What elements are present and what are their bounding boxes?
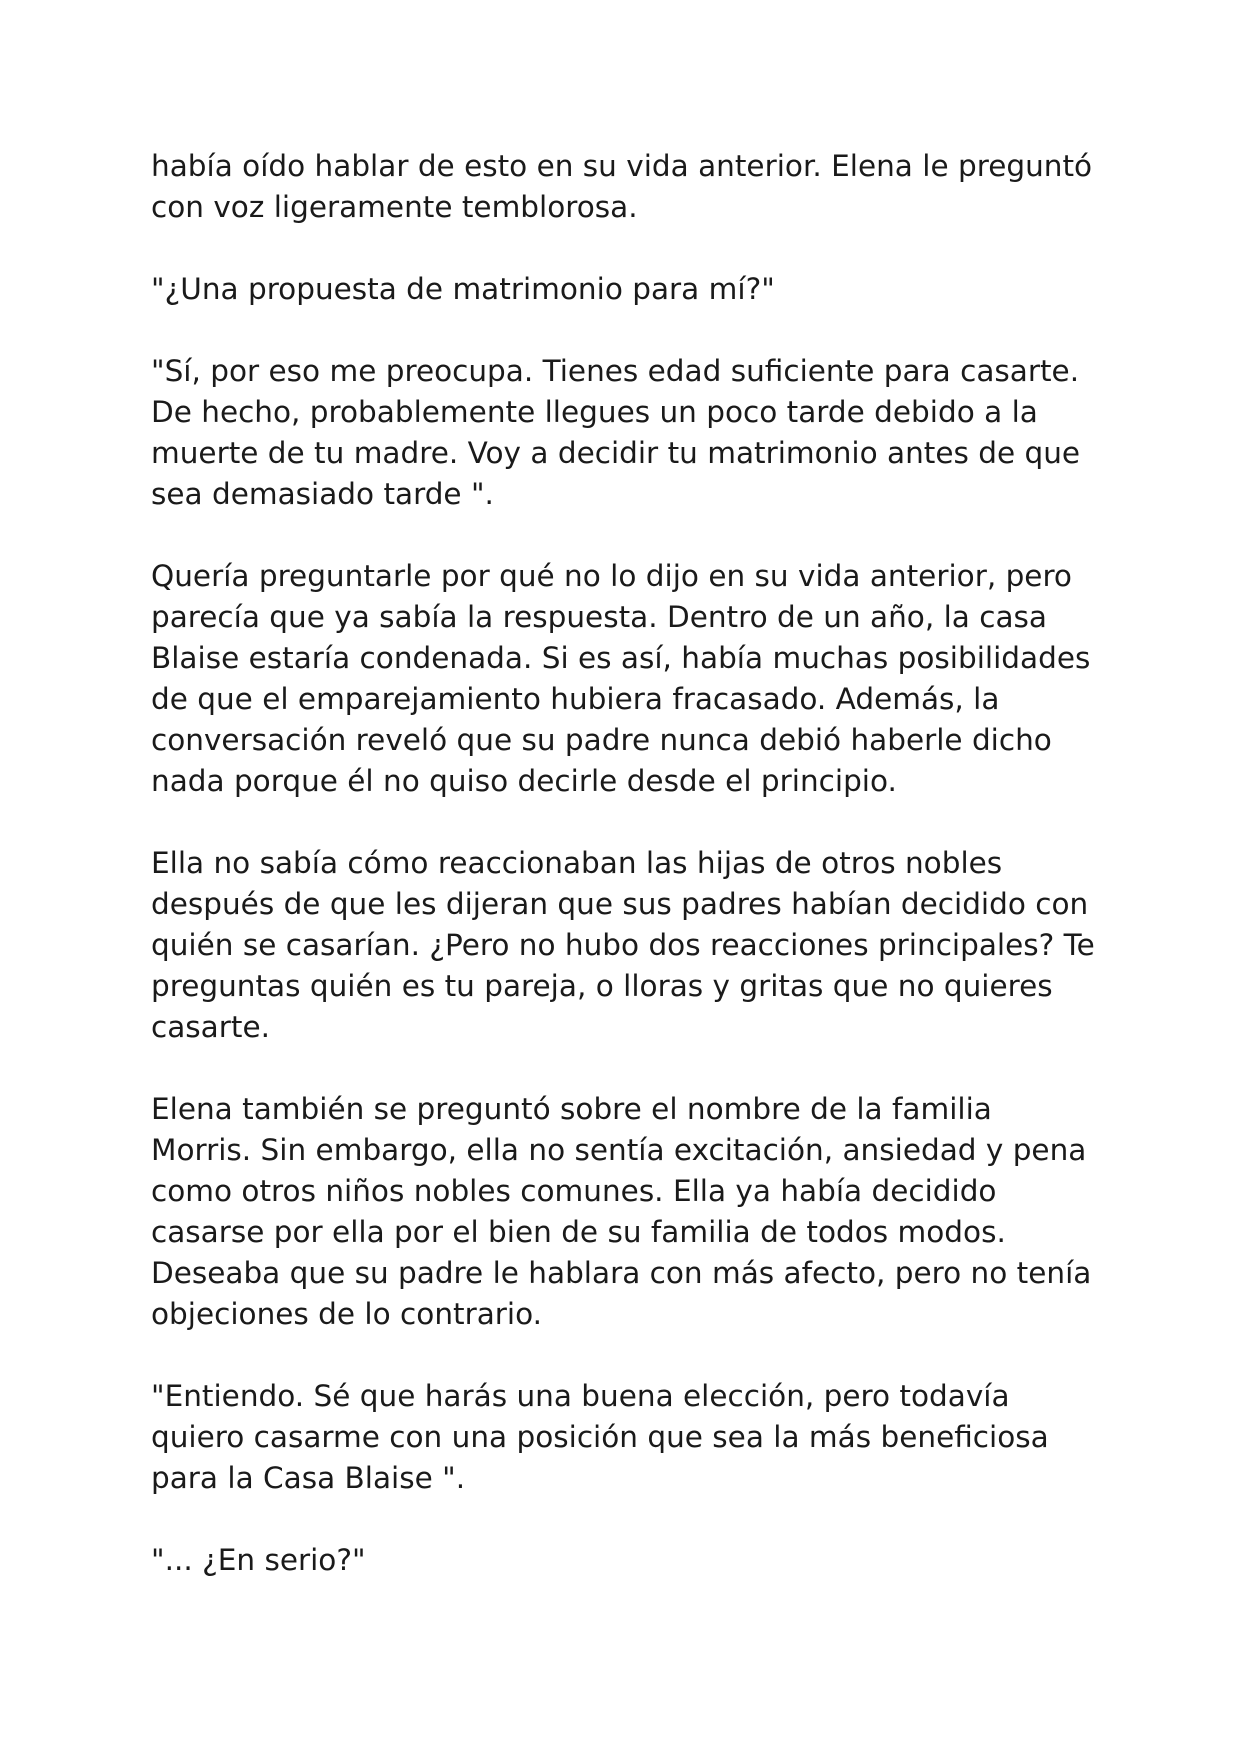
text-line: Deseaba que su padre le hablara con más afecto, pero no tenía [151,1256,1092,1290]
text-line: conversación reveló que su padre nunca debió haberle dicho [151,723,1052,757]
text-line: quién se casarían. ¿Pero no hubo dos reacciones principales? Te [151,928,1095,962]
paragraph-8 [151,1540,1111,1581]
text-line: preguntas quién es tu pareja, o lloras y gritas que no quieres [151,969,1053,1003]
paragraph-3 [151,351,1111,515]
paragraph-5 [151,843,1111,1048]
paragraph-2 [151,269,1111,310]
text-line: muerte de tu madre. Voy a decidir tu matrimonio antes de que [151,436,1081,470]
text-line: casarte. [151,1010,270,1044]
text-line: como otros niños nobles comunes. Ella ya había decidido [151,1174,997,1208]
text-line: después de que les dijeran que sus padres habían decidido con [151,887,1089,921]
text-line: con voz ligeramente temblorosa. [151,190,638,224]
text-line: "... ¿En serio?" [151,1543,366,1577]
text-line: objeciones de lo contrario. [151,1297,543,1331]
text-line: Blaise estaría condenada. Si es así, había muchas posibilidades [151,641,1091,675]
text-line: casarse por ella por el bien de su familia de todos modos. [151,1215,1006,1249]
document-body [151,146,1111,1581]
paragraph-6 [151,1089,1111,1335]
text-line: sea demasiado tarde ". [151,477,494,511]
text-line: De hecho, probablemente llegues un poco tarde debido a la [151,395,1038,429]
text-line: "Sí, por eso me preocupa. Tienes edad suficiente para casarte. [151,354,1080,388]
text-line: Ella no sabía cómo reaccionaban las hijas de otros nobles [151,846,1003,880]
paragraph-4 [151,556,1111,802]
text-line: "¿Una propuesta de matrimonio para mí?" [151,272,775,306]
text-line: de que el emparejamiento hubiera fracasado. Además, la [151,682,1000,716]
text-line: Morris. Sin embargo, ella no sentía excitación, ansiedad y pena [151,1133,1087,1167]
text-line: quiero casarme con una posición que sea la más beneficiosa [151,1420,1049,1454]
text-line: Elena también se preguntó sobre el nombre de la familia [151,1092,992,1126]
text-line: para la Casa Blaise ". [151,1461,466,1495]
paragraph-7 [151,1376,1111,1499]
text-line: "Entiendo. Sé que harás una buena elección, pero todavía [151,1379,1010,1413]
paragraph-1 [151,146,1111,228]
text-line: Quería preguntarle por qué no lo dijo en su vida anterior, pero [151,559,1072,593]
text-line: nada porque él no quiso decirle desde el principio. [151,764,897,798]
text-line: había oído hablar de esto en su vida anterior. Elena le preguntó [151,149,1093,183]
text-line: parecía que ya sabía la respuesta. Dentro de un año, la casa [151,600,1048,634]
